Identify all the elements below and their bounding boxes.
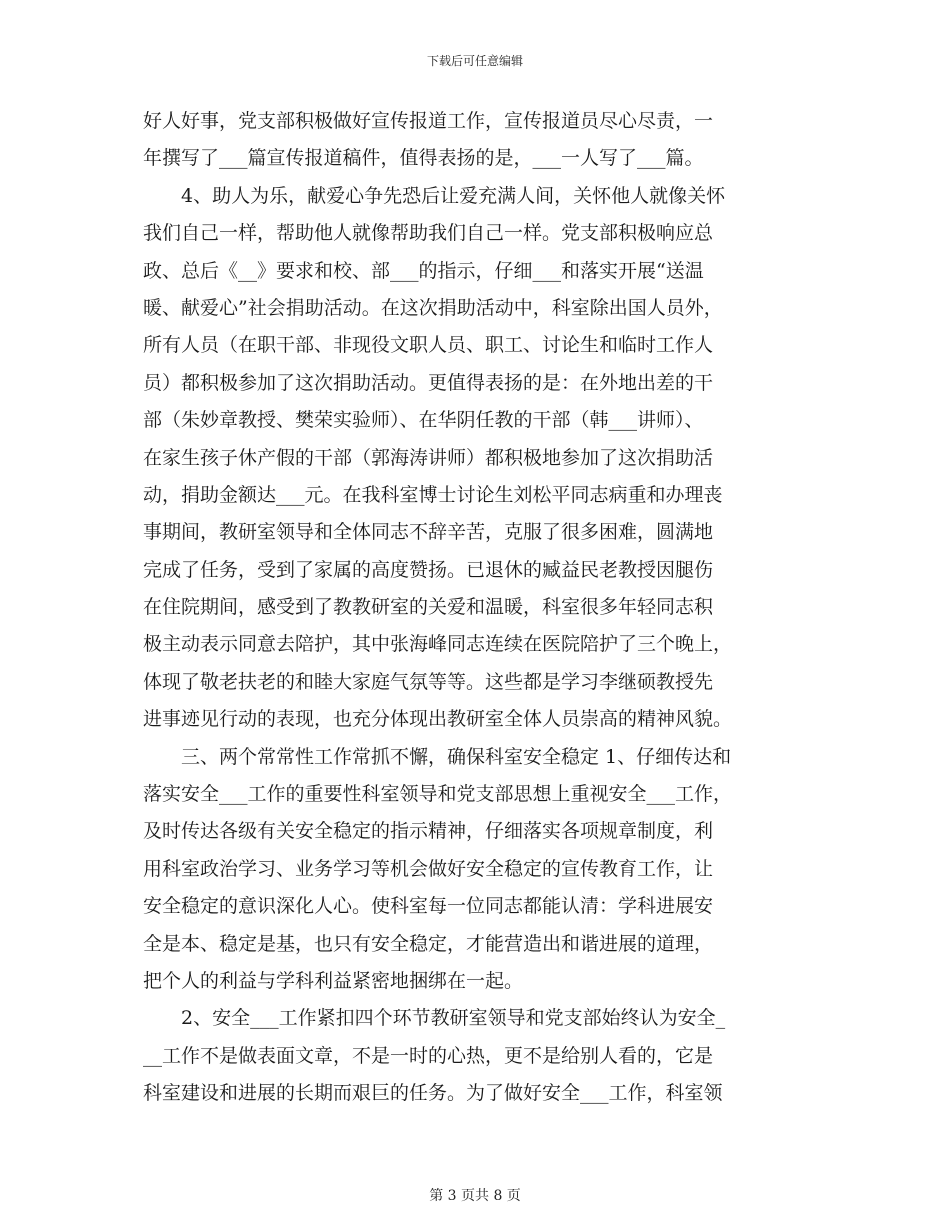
text-line: 用科室政治学习、业务学习等机会做好安全稳定的宣传教育工作，让 — [143, 857, 714, 880]
text-line: 科室建设和进展的长期而艰巨的任务。为了做好安全___工作，科室领 — [143, 1082, 723, 1105]
text-line: 员）都积极参加了这次捐助活动。更值得表扬的是：在外地出差的干 — [143, 371, 714, 394]
text-line: 体现了敬老扶老的和睦大家庭气氛等等。这些都是学习李继硕教授先 — [143, 670, 714, 693]
text-line: 所有人员（在职干部、非现役文职人员、职工、讨论生和临时工作人 — [143, 334, 714, 357]
page-header: 下载后可任意编辑 — [426, 54, 523, 68]
text-line: 完成了任务，受到了家属的高度赞扬。已退休的臧益民老教授因腿伤 — [143, 558, 714, 581]
text-line: 我们自己一样，帮助他人就像帮助我们自己一样。党支部积极响应总 — [143, 222, 714, 245]
text-line: 暖、献爱心”社会捐助活动。在这次捐助活动中，科室除出国人员外， — [143, 296, 723, 319]
page-footer: 第 3 页共 8 页 — [429, 1188, 521, 1204]
text-line: 年撰写了___篇宣传报道稿件，值得表扬的是，___一人写了___篇。 — [143, 147, 704, 170]
text-line: 4、助人为乐，献爱心争先恐后让爱充满人间，关怀他人就像关怀 — [143, 184, 726, 207]
text-line: 三、两个常常性工作常抓不懈，确保科室安全稳定 1、仔细传达和 — [143, 745, 732, 768]
text-line: 及时传达各级有关安全稳定的指示精神，仔细落实各项规章制度，利 — [143, 820, 714, 843]
text-line: __工作不是做表面文章，不是一时的心热，更不是给别人看的，它是 — [143, 1044, 714, 1067]
text-line: 事期间，教研室领导和全体同志不辞辛苦，克服了很多困难，圆满地 — [143, 521, 714, 544]
text-line: 极主动表示同意去陪护，其中张海峰同志连续在医院陪护了三个晚上， — [143, 633, 733, 656]
text-line: 安全稳定的意识深化人心。使科室每一位同志都能认清：学科进展安 — [143, 895, 714, 918]
text-line: 进事迹见行动的表现，也充分体现出教研室全体人员崇高的精神风貌。 — [143, 708, 733, 731]
text-line: 动，捐助金额达___元。在我科室博士讨论生刘松平同志病重和办理丧 — [143, 483, 723, 506]
text-line: 把个人的利益与学科利益紧密地捆绑在一起。 — [143, 969, 524, 992]
text-line: 好人好事，党支部积极做好宣传报道工作，宣传报道员尽心尽责，一 — [143, 110, 714, 132]
text-line: 落实安全___工作的重要性科室领导和党支部思想上重视安全___工作， — [143, 783, 733, 806]
text-line: 2、安全___工作紧扣四个环节教研室领导和党支部始终认为安全_ — [143, 1007, 726, 1030]
text-line: 在家生孩子休产假的干部（郭海涛讲师）都积极地参加了这次捐助活 — [143, 446, 714, 469]
text-line: 全是本、稳定是基，也只有安全稳定，才能营造出和谐进展的道理， — [143, 932, 714, 955]
text-line: 政、总后《__》要求和校、部___的指示，仔细___和落实开展“送温 — [143, 259, 704, 282]
text-line: 部（朱妙章教授、樊荣实验师）、在华阴任教的干部（韩___讲师）、 — [143, 409, 704, 432]
text-line: 在住院期间，感受到了教教研室的关爱和温暖，科室很多年轻同志积 — [143, 596, 714, 619]
document-body — [143, 103, 813, 1113]
